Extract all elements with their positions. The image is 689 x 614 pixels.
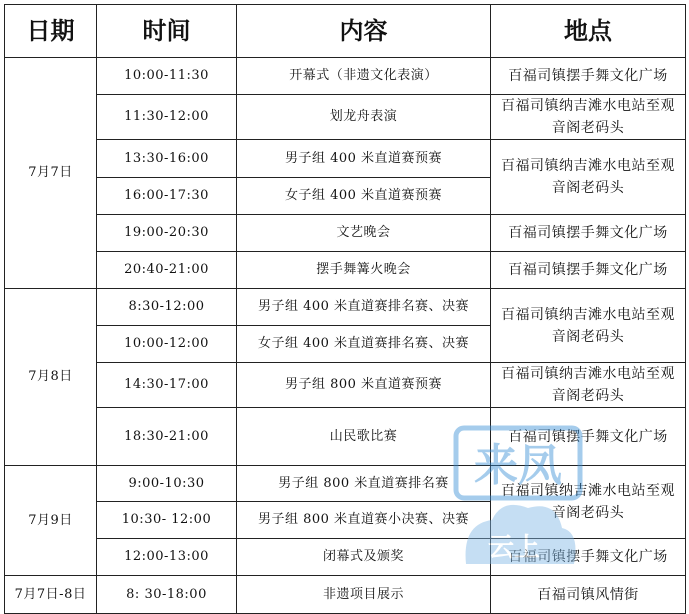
place-cell: 百福司镇摆手舞文化广场 [491,252,686,289]
place-cell: 百福司镇摆手舞文化广场 [491,539,686,576]
time-cell: 20:40-21:00 [97,252,237,289]
table-row [5,140,686,178]
time-cell: 8: 30-18:00 [97,576,237,614]
content-cell: 文艺晚会 [237,215,491,252]
time-cell: 10:00-11:30 [97,58,237,95]
table-row [5,289,686,326]
table-row [5,363,686,408]
watermark-text-top: 来凤 [474,440,562,491]
place-cell: 百福司镇纳吉滩水电站至观音阁老码头 [491,140,686,215]
header-time: 时间 [97,5,237,58]
place-cell: 百福司镇摆手舞文化广场 [491,215,686,252]
header-place: 地点 [491,5,686,58]
time-cell: 11:30-12:00 [97,95,237,140]
content-cell: 闭幕式及颁奖 [237,539,491,576]
place-cell: 百福司镇纳吉滩水电站至观音阁老码头 [491,363,686,408]
table-row [5,252,686,289]
content-cell: 划龙舟表演 [237,95,491,140]
time-cell: 10:30- 12:00 [97,502,237,539]
time-cell: 8:30-12:00 [97,289,237,326]
place-cell: 百福司镇摆手舞文化广场 [491,408,686,466]
table-row [5,58,686,95]
table-row [5,576,686,614]
content-cell: 男子组 800 米直道赛排名赛 [237,466,491,502]
content-cell: 开幕式（非遗文化表演） [237,58,491,95]
content-cell: 山民歌比赛 [237,408,491,466]
time-cell: 10:00-12:00 [97,326,237,363]
content-cell: 摆手舞篝火晚会 [237,252,491,289]
time-cell: 14:30-17:00 [97,363,237,408]
place-cell: 百福司镇纳吉滩水电站至观音阁老码头 [491,466,686,539]
table-row [5,215,686,252]
time-cell: 16:00-17:30 [97,178,237,215]
header-date: 日期 [5,5,97,58]
time-cell: 19:00-20:30 [97,215,237,252]
content-cell: 女子组 400 米直道赛预赛 [237,178,491,215]
date-cell: 7月7日-8日 [5,576,97,614]
header-content: 内容 [237,5,491,58]
date-cell: 7月8日 [5,289,97,466]
content-cell: 非遗项目展示 [237,576,491,614]
watermark-text-bottom: 云上 [487,533,541,563]
time-cell: 13:30-16:00 [97,140,237,178]
table-row [5,95,686,140]
place-cell: 百福司镇纳吉滩水电站至观音阁老码头 [491,289,686,363]
time-cell: 12:00-13:00 [97,539,237,576]
time-cell: 9:00-10:30 [97,466,237,502]
content-cell: 男子组 400 米直道赛排名赛、决赛 [237,289,491,326]
content-cell: 男子组 800 米直道赛小决赛、决赛 [237,502,491,539]
date-cell: 7月9日 [5,466,97,576]
place-cell: 百福司镇风情街 [491,576,686,614]
content-cell: 女子组 400 米直道赛排名赛、决赛 [237,326,491,363]
place-cell: 百福司镇摆手舞文化广场 [491,58,686,95]
place-cell: 百福司镇纳吉滩水电站至观音阁老码头 [491,95,686,140]
header-row [5,5,686,58]
content-cell: 男子组 400 米直道赛预赛 [237,140,491,178]
watermark-logo [452,424,584,574]
time-cell: 18:30-21:00 [97,408,237,466]
date-cell: 7月7日 [5,58,97,289]
content-cell: 男子组 800 米直道赛预赛 [237,363,491,408]
